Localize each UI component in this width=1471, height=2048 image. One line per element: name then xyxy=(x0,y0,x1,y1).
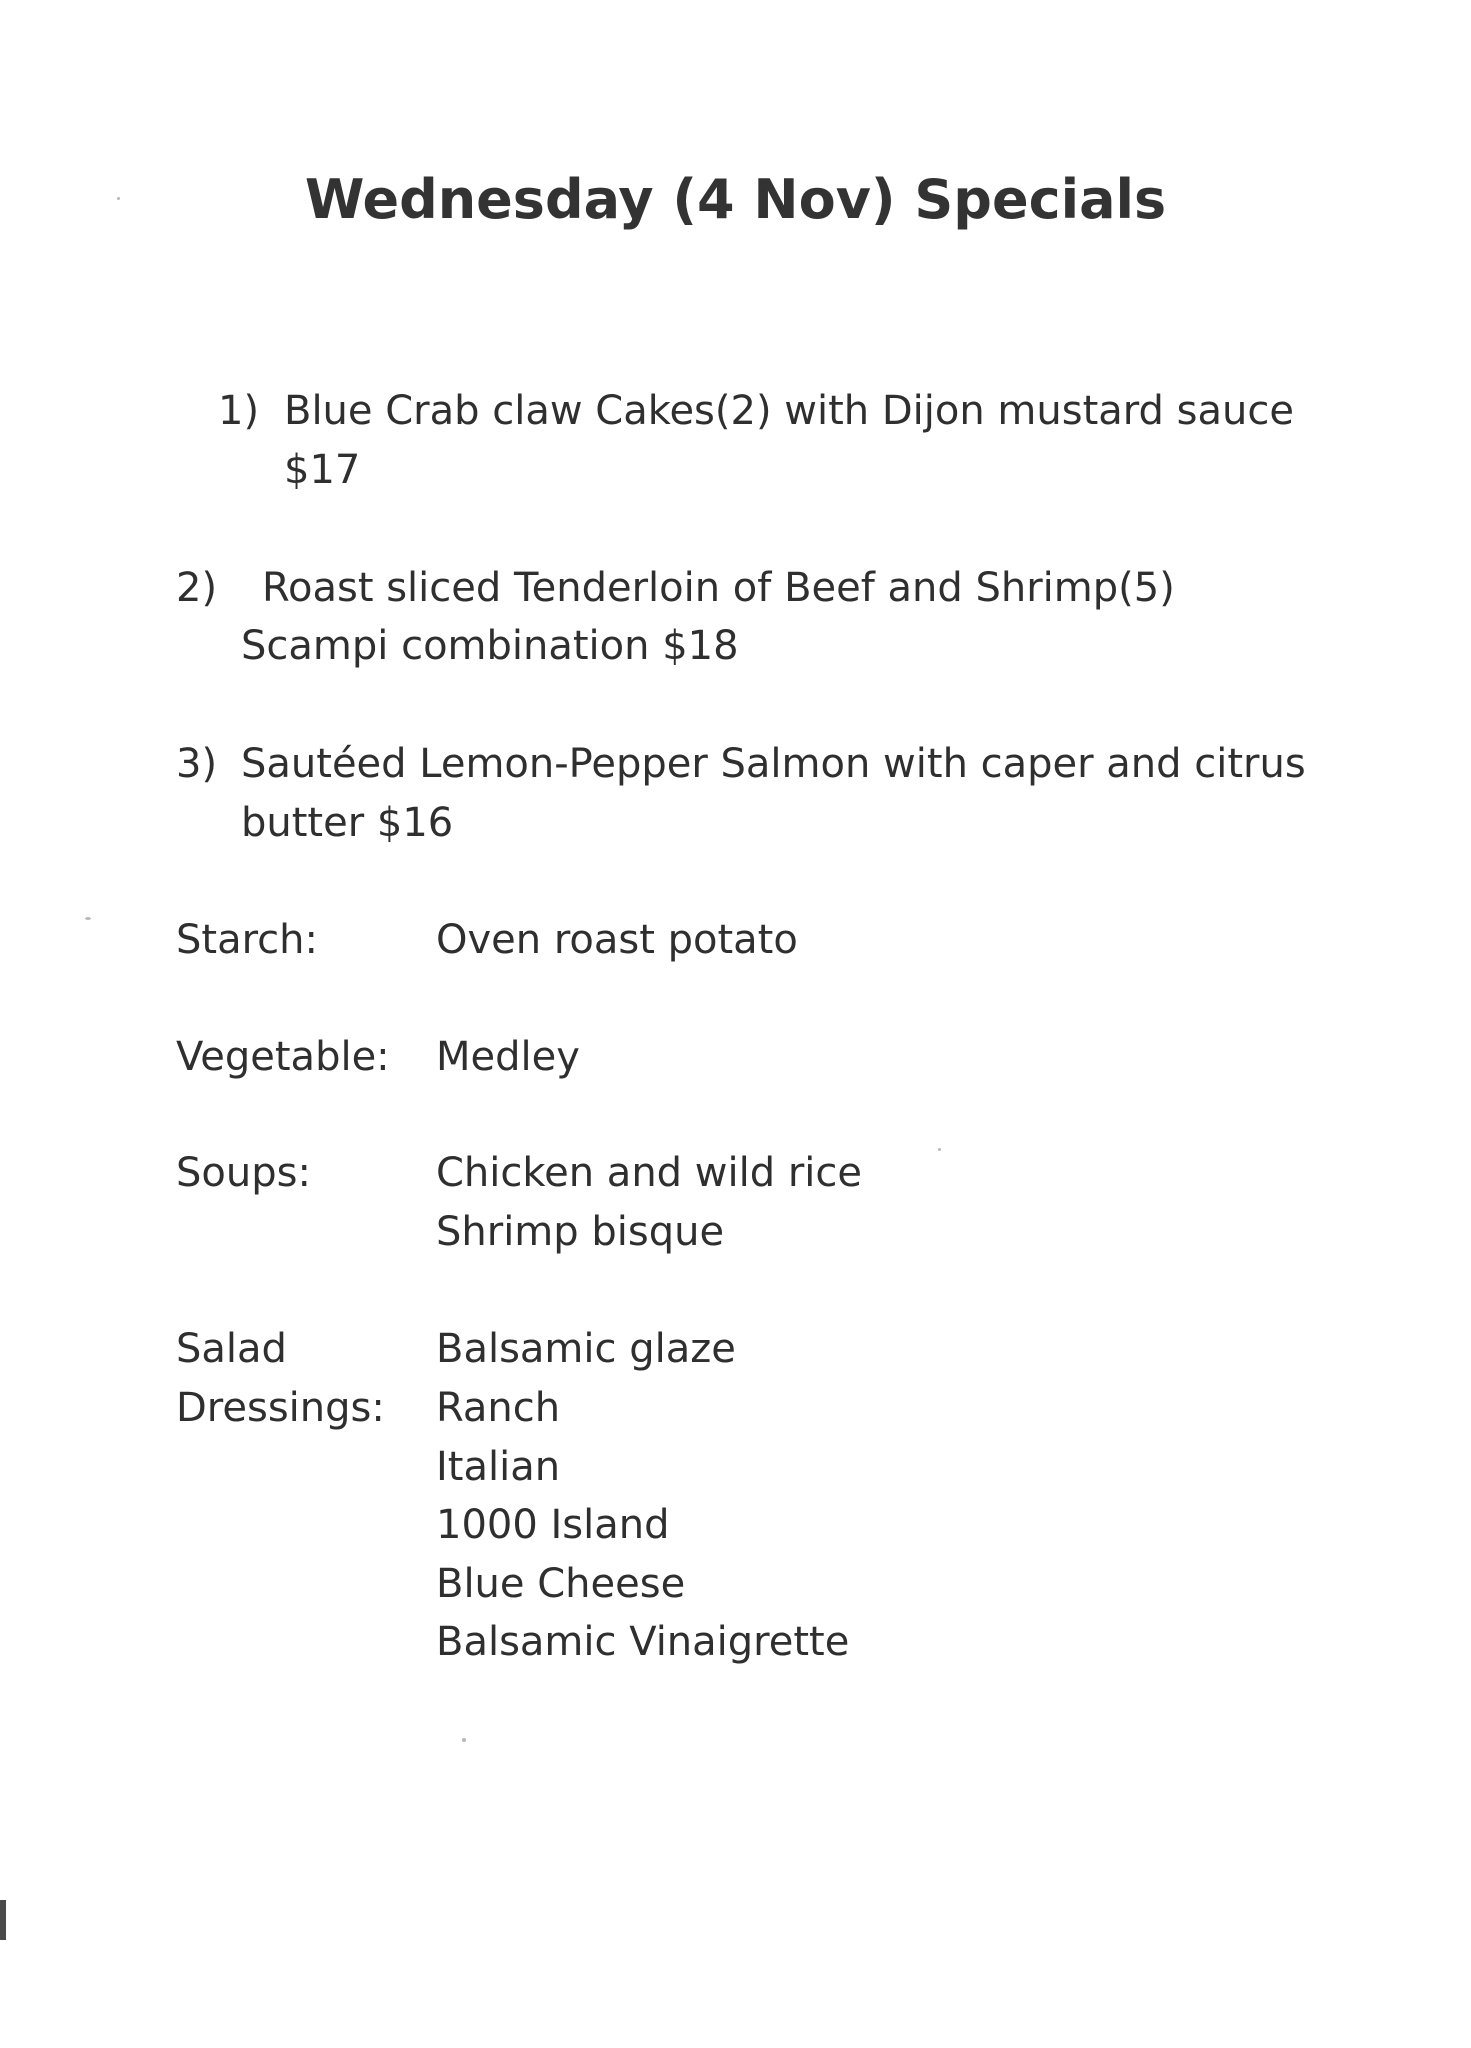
salad-dressings-label-line1: Salad xyxy=(176,1326,287,1372)
scan-speck xyxy=(462,1738,466,1742)
scan-speck xyxy=(938,1148,941,1151)
special-2-number: 2) xyxy=(176,565,218,611)
dressing-item: Ranch xyxy=(436,1385,561,1431)
page-title: Wednesday (4 Nov) Specials xyxy=(304,168,1167,231)
dressing-item: Balsamic Vinaigrette xyxy=(436,1619,850,1665)
special-2-line1: Roast sliced Tenderloin of Beef and Shrimp(5) xyxy=(262,565,1175,611)
starch-label: Starch: xyxy=(176,917,318,963)
dressing-item: 1000 Island xyxy=(436,1502,670,1548)
soup-item: Chicken and wild rice xyxy=(436,1150,862,1196)
special-1-line2: $17 xyxy=(284,447,361,493)
starch-value: Oven roast potato xyxy=(436,917,798,963)
special-2-line2: Scampi combination $18 xyxy=(241,623,739,669)
scan-edge-mark xyxy=(0,1900,6,1940)
scan-speck xyxy=(85,917,91,920)
vegetable-value: Medley xyxy=(436,1034,580,1080)
special-1-number: 1) xyxy=(218,388,260,434)
dressing-item: Balsamic glaze xyxy=(436,1326,736,1372)
special-3-line2: butter $16 xyxy=(241,800,454,846)
vegetable-label: Vegetable: xyxy=(176,1034,390,1080)
soup-item: Shrimp bisque xyxy=(436,1209,725,1255)
dressing-item: Italian xyxy=(436,1444,561,1490)
special-3-line1: Sautéed Lemon-Pepper Salmon with caper and citrus xyxy=(241,741,1306,787)
soups-label: Soups: xyxy=(176,1150,311,1196)
salad-dressings-label-line2: Dressings: xyxy=(176,1385,385,1431)
special-1-line1: Blue Crab claw Cakes(2) with Dijon mustard sauce xyxy=(284,388,1294,434)
dressing-item: Blue Cheese xyxy=(436,1561,686,1607)
special-3-number: 3) xyxy=(176,741,218,787)
